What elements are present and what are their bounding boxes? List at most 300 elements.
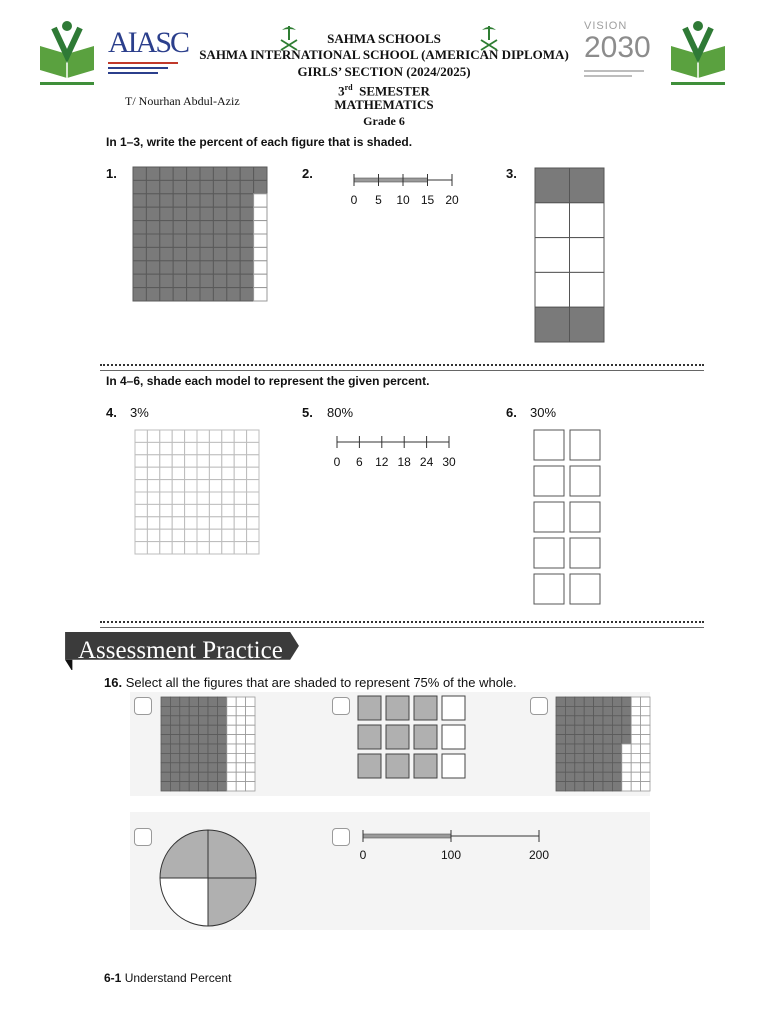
grid-cell (234, 455, 246, 467)
grid-cell-shaded (240, 207, 253, 220)
footer-lesson-title: Understand Percent (124, 971, 232, 985)
subject-title: MATHEMATICS (334, 97, 434, 112)
grid-cell-shaded (208, 697, 217, 706)
grid-cell-shaded (603, 735, 612, 744)
grid-cell (197, 467, 209, 479)
grid-cell (622, 753, 631, 762)
grid-cell (247, 517, 259, 529)
grid-cell-shaded (133, 180, 146, 193)
grid-cell-shaded (180, 697, 189, 706)
grid-cell-shaded (189, 763, 198, 772)
grade-title: Grade 6 (363, 114, 405, 128)
grid-cell-shaded (199, 716, 208, 725)
square (442, 696, 465, 720)
grid-cell-shaded (612, 716, 621, 725)
footer (104, 971, 231, 985)
grid-cell-shaded (187, 207, 200, 220)
tenth-cell (534, 466, 564, 496)
grid-cell-shaded (217, 753, 226, 762)
grid-cell-shaded (575, 735, 584, 744)
grid-cell (147, 467, 159, 479)
grid-cell-shaded (200, 221, 213, 234)
grid-cell-shaded (160, 221, 173, 234)
grid-cell-shaded (565, 706, 574, 715)
grid-cell (631, 782, 640, 791)
section-divider (100, 364, 704, 371)
square-shaded (414, 696, 437, 720)
number-line-shaded-segment (354, 178, 428, 182)
grid-cell (234, 517, 246, 529)
grid-cell (247, 467, 259, 479)
grid-cell-shaded (160, 234, 173, 247)
grid-cell (135, 467, 147, 479)
grid-cell-shaded (584, 753, 593, 762)
grid-cell-shaded (556, 772, 565, 781)
square-shaded (386, 754, 409, 778)
grid-cell-shaded (200, 288, 213, 301)
grid-cell-shaded (612, 753, 621, 762)
grid-cell-shaded (584, 782, 593, 791)
grid-cell (246, 725, 255, 734)
grid-cell-shaded (189, 782, 198, 791)
square-shaded (358, 725, 381, 749)
vision-year: 2030 (584, 31, 651, 64)
option-a-hundred-grid (160, 696, 256, 794)
grid-cell (254, 207, 267, 220)
grid-cell-shaded (612, 735, 621, 744)
grid-cell (222, 517, 234, 529)
grid-cell-shaded (594, 706, 603, 715)
grid-cell (234, 504, 246, 516)
tenth-cell (570, 203, 605, 238)
grid-cell (227, 697, 236, 706)
section-name: GIRLS’ SECTION (2024/2025) (297, 64, 471, 79)
question-2-label: 2. (302, 166, 313, 181)
tenth-cell (570, 538, 600, 568)
grid-cell (147, 504, 159, 516)
grid-cell (222, 455, 234, 467)
grid-cell (246, 753, 255, 762)
grid-cell (631, 753, 640, 762)
grid-cell (135, 442, 147, 454)
grid-cell-shaded (594, 782, 603, 791)
square-shaded (358, 754, 381, 778)
grid-cell (147, 492, 159, 504)
grid-cell (147, 517, 159, 529)
grid-cell (222, 480, 234, 492)
aiasc-logo-text: AIASC (108, 26, 189, 59)
grid-cell (234, 542, 246, 554)
grid-cell (227, 725, 236, 734)
grid-cell-shaded (160, 274, 173, 287)
question-6-label: 6. (506, 405, 517, 420)
tenth-cell (534, 502, 564, 532)
grid-cell (209, 455, 221, 467)
grid-cell-shaded (170, 744, 179, 753)
grid-cell (236, 706, 245, 715)
grid-cell (227, 744, 236, 753)
grid-cell (135, 529, 147, 541)
teacher-name: T/ Nourhan Abdul-Aziz (125, 94, 240, 108)
grid-cell (254, 288, 267, 301)
number-line-tick-label: 18 (397, 455, 411, 469)
tenth-cell (570, 238, 605, 273)
square-shaded (386, 725, 409, 749)
grid-cell (254, 261, 267, 274)
grid-cell (185, 480, 197, 492)
grid-cell-shaded (584, 697, 593, 706)
grid-cell-shaded (160, 180, 173, 193)
grid-cell (641, 753, 650, 762)
grid-cell (236, 753, 245, 762)
grid-cell (135, 517, 147, 529)
grid-cell-shaded (240, 274, 253, 287)
number-line-tick-label: 15 (420, 193, 435, 207)
square-shaded (414, 754, 437, 778)
tenth-cell (570, 272, 605, 307)
grid-cell-shaded (180, 735, 189, 744)
grid-cell-shaded (146, 261, 159, 274)
grid-cell (247, 492, 259, 504)
grid-cell-shaded (160, 288, 173, 301)
grid-cell (160, 455, 172, 467)
number-line-tick-label: 5 (375, 193, 382, 207)
square (442, 725, 465, 749)
grid-cell (172, 442, 184, 454)
grid-cell-shaded (556, 763, 565, 772)
grid-cell-shaded (173, 180, 186, 193)
number-line-tick-label: 0 (333, 455, 341, 469)
grid-cell-shaded (612, 697, 621, 706)
grid-cell-shaded (187, 247, 200, 260)
grid-cell-shaded (213, 288, 226, 301)
grid-cell (209, 430, 221, 442)
grid-cell-shaded (160, 207, 173, 220)
grid-cell-shaded (187, 261, 200, 274)
grid-cell (227, 782, 236, 791)
grid-cell-shaded (200, 274, 213, 287)
grid-cell-shaded (622, 735, 631, 744)
grid-cell-shaded (556, 735, 565, 744)
grid-cell-shaded (240, 180, 253, 193)
question-5-label: 5. (302, 405, 313, 420)
grid-cell (246, 735, 255, 744)
option-e-number-line (355, 826, 547, 844)
tenth-cell-shaded (535, 307, 570, 342)
grid-cell-shaded (575, 763, 584, 772)
grid-cell (197, 517, 209, 529)
grid-cell-shaded (584, 716, 593, 725)
question-5-number-line[interactable] (329, 432, 457, 450)
grid-cell (641, 782, 650, 791)
number-line-tick-label: 12 (375, 455, 389, 469)
grid-cell (197, 442, 209, 454)
grid-cell (227, 716, 236, 725)
option-e-tick-labels (355, 848, 550, 864)
grid-cell-shaded (133, 261, 146, 274)
tenth-cell-shaded (570, 168, 605, 203)
grid-cell (222, 492, 234, 504)
grid-cell-shaded (161, 725, 170, 734)
grid-cell-shaded (622, 725, 631, 734)
question-16-text: Select all the figures that are shaded to represent 75% of the whole. (125, 675, 517, 690)
grid-cell-shaded (213, 274, 226, 287)
question-16-label: 16. (104, 675, 123, 690)
grid-cell-shaded (565, 716, 574, 725)
grid-cell (197, 542, 209, 554)
grid-cell-shaded (603, 753, 612, 762)
grid-cell-shaded (575, 716, 584, 725)
grid-cell (160, 542, 172, 554)
grid-cell (147, 442, 159, 454)
grid-cell-shaded (180, 782, 189, 791)
grid-cell-shaded (187, 194, 200, 207)
question-3-tenths-model (534, 167, 606, 343)
grid-cell (227, 763, 236, 772)
section-divider (100, 621, 704, 628)
grid-cell-shaded (173, 234, 186, 247)
grid-cell (234, 529, 246, 541)
grid-cell-shaded (187, 234, 200, 247)
grid-cell-shaded (603, 725, 612, 734)
option-d-checkbox[interactable] (134, 828, 152, 846)
grid-cell (247, 430, 259, 442)
question-16-line (104, 675, 517, 690)
grid-cell (147, 529, 159, 541)
option-a-checkbox[interactable] (134, 697, 152, 715)
grid-cell (222, 504, 234, 516)
grid-cell-shaded (146, 274, 159, 287)
grid-cell-shaded (200, 247, 213, 260)
grid-cell-shaded (594, 697, 603, 706)
grid-cell (185, 442, 197, 454)
grid-cell (147, 430, 159, 442)
grid-cell-shaded (208, 753, 217, 762)
grid-cell (631, 706, 640, 715)
grid-cell-shaded (575, 697, 584, 706)
grid-cell-shaded (173, 288, 186, 301)
grid-cell (236, 697, 245, 706)
grid-cell-shaded (612, 744, 621, 753)
grid-cell-shaded (199, 744, 208, 753)
grid-cell (197, 504, 209, 516)
grid-cell (246, 782, 255, 791)
grid-cell-shaded (575, 706, 584, 715)
grid-cell-shaded (603, 706, 612, 715)
grid-cell-shaded (584, 735, 593, 744)
grid-cell (631, 763, 640, 772)
grid-cell-shaded (200, 194, 213, 207)
option-e-checkbox[interactable] (332, 828, 350, 846)
grid-cell (135, 455, 147, 467)
tenth-cell (535, 238, 570, 273)
grid-cell (234, 480, 246, 492)
grid-cell-shaded (173, 247, 186, 260)
grid-cell-shaded (133, 207, 146, 220)
question-5-tick-labels (329, 455, 457, 471)
grid-cell-shaded (594, 763, 603, 772)
grid-cell-shaded (146, 221, 159, 234)
grid-cell (185, 467, 197, 479)
grid-cell (172, 492, 184, 504)
semester-word: SEMESTER (359, 83, 430, 99)
question-4-percent: 3% (130, 405, 149, 420)
grid-cell-shaded (160, 167, 173, 180)
grid-cell (641, 744, 650, 753)
grid-cell (236, 782, 245, 791)
grid-cell (247, 529, 259, 541)
grid-cell-shaded (200, 234, 213, 247)
grid-cell-shaded (603, 716, 612, 725)
grid-cell (254, 234, 267, 247)
grid-cell (236, 735, 245, 744)
grid-cell-shaded (180, 744, 189, 753)
tenth-cell-shaded (570, 307, 605, 342)
grid-cell-shaded (173, 221, 186, 234)
grid-cell-shaded (170, 697, 179, 706)
grid-cell-shaded (180, 725, 189, 734)
grid-cell-shaded (199, 697, 208, 706)
grid-cell-shaded (170, 716, 179, 725)
grid-cell (160, 467, 172, 479)
grid-cell (172, 480, 184, 492)
grid-cell-shaded (200, 180, 213, 193)
grid-cell-shaded (227, 167, 240, 180)
grid-cell (209, 480, 221, 492)
grid-cell (622, 763, 631, 772)
grid-cell-shaded (146, 167, 159, 180)
grid-cell (147, 455, 159, 467)
grid-cell-shaded (187, 288, 200, 301)
grid-cell-shaded (208, 763, 217, 772)
grid-cell (254, 274, 267, 287)
grid-cell (185, 455, 197, 467)
number-line-tick-label: 24 (419, 455, 434, 469)
grid-cell (209, 467, 221, 479)
grid-cell (254, 221, 267, 234)
grid-cell (222, 442, 234, 454)
grid-cell-shaded (133, 247, 146, 260)
grid-cell-shaded (556, 706, 565, 715)
grid-cell (172, 455, 184, 467)
number-line-tick-label: 6 (356, 455, 363, 469)
grid-cell-shaded (240, 261, 253, 274)
grid-cell-shaded (217, 763, 226, 772)
grid-cell-shaded (565, 763, 574, 772)
grid-cell-shaded (603, 697, 612, 706)
grid-cell-shaded (217, 744, 226, 753)
grid-cell (222, 467, 234, 479)
grid-cell-shaded (227, 207, 240, 220)
grid-cell-shaded (612, 725, 621, 734)
part2-instruction: In 4–6, shade each model to represent the given percent. (106, 374, 430, 388)
grid-cell-shaded (133, 288, 146, 301)
grid-cell-shaded (200, 167, 213, 180)
grid-cell (160, 492, 172, 504)
grid-cell (246, 744, 255, 753)
grid-cell-shaded (584, 744, 593, 753)
tenth-cell-shaded (535, 168, 570, 203)
question-2-tick-labels (346, 193, 460, 209)
grid-cell (209, 492, 221, 504)
grid-cell (641, 763, 650, 772)
grid-cell (209, 504, 221, 516)
sahma-logo-right (664, 16, 732, 90)
tenth-cell (535, 203, 570, 238)
semester-suffix: rd (344, 83, 353, 92)
grid-cell-shaded (189, 753, 198, 762)
grid-cell-shaded (180, 716, 189, 725)
grid-cell-shaded (565, 772, 574, 781)
grid-cell-shaded (146, 194, 159, 207)
question-6-tenths-model[interactable] (533, 429, 603, 609)
grid-cell-shaded (208, 744, 217, 753)
grid-cell-shaded (217, 697, 226, 706)
grid-cell (246, 706, 255, 715)
option-b-checkbox[interactable] (332, 697, 350, 715)
grid-cell (222, 542, 234, 554)
assessment-banner-title: Assessment Practice (78, 637, 283, 664)
grid-cell-shaded (556, 725, 565, 734)
grid-cell (641, 706, 650, 715)
grid-cell-shaded (133, 194, 146, 207)
grid-cell-shaded (227, 194, 240, 207)
grid-cell-shaded (199, 753, 208, 762)
grid-cell-shaded (594, 716, 603, 725)
grid-cell (209, 529, 221, 541)
grid-cell-shaded (161, 735, 170, 744)
grid-cell (209, 517, 221, 529)
grid-cell (135, 492, 147, 504)
grid-cell (641, 716, 650, 725)
book-tree-logo-icon (665, 16, 731, 90)
square-shaded (414, 725, 437, 749)
grid-cell-shaded (199, 706, 208, 715)
grid-cell-shaded (227, 180, 240, 193)
square-shaded (358, 696, 381, 720)
grid-cell-shaded (208, 772, 217, 781)
grid-cell-shaded (199, 763, 208, 772)
grid-cell (172, 517, 184, 529)
grid-cell (147, 480, 159, 492)
grid-cell-shaded (146, 180, 159, 193)
grid-cell-shaded (227, 288, 240, 301)
grid-cell (247, 504, 259, 516)
grid-cell-shaded (189, 725, 198, 734)
grid-cell-shaded (556, 697, 565, 706)
grid-cell-shaded (208, 716, 217, 725)
grid-cell (234, 430, 246, 442)
grid-cell-shaded (565, 753, 574, 762)
number-line-tick-label: 0 (350, 193, 358, 207)
grid-cell (631, 772, 640, 781)
grid-cell-shaded (160, 247, 173, 260)
grid-cell-shaded (199, 772, 208, 781)
question-6-percent: 30% (530, 405, 557, 420)
question-4-hundred-grid[interactable] (134, 429, 260, 555)
grid-cell (222, 430, 234, 442)
grid-cell-shaded (612, 763, 621, 772)
grid-cell-shaded (133, 234, 146, 247)
grid-cell-shaded (160, 261, 173, 274)
grid-cell (247, 480, 259, 492)
grid-cell (197, 455, 209, 467)
grid-cell-shaded (575, 753, 584, 762)
grid-cell-shaded (612, 706, 621, 715)
grid-cell-shaded (170, 706, 179, 715)
option-c-checkbox[interactable] (530, 697, 548, 715)
grid-cell-shaded (189, 735, 198, 744)
